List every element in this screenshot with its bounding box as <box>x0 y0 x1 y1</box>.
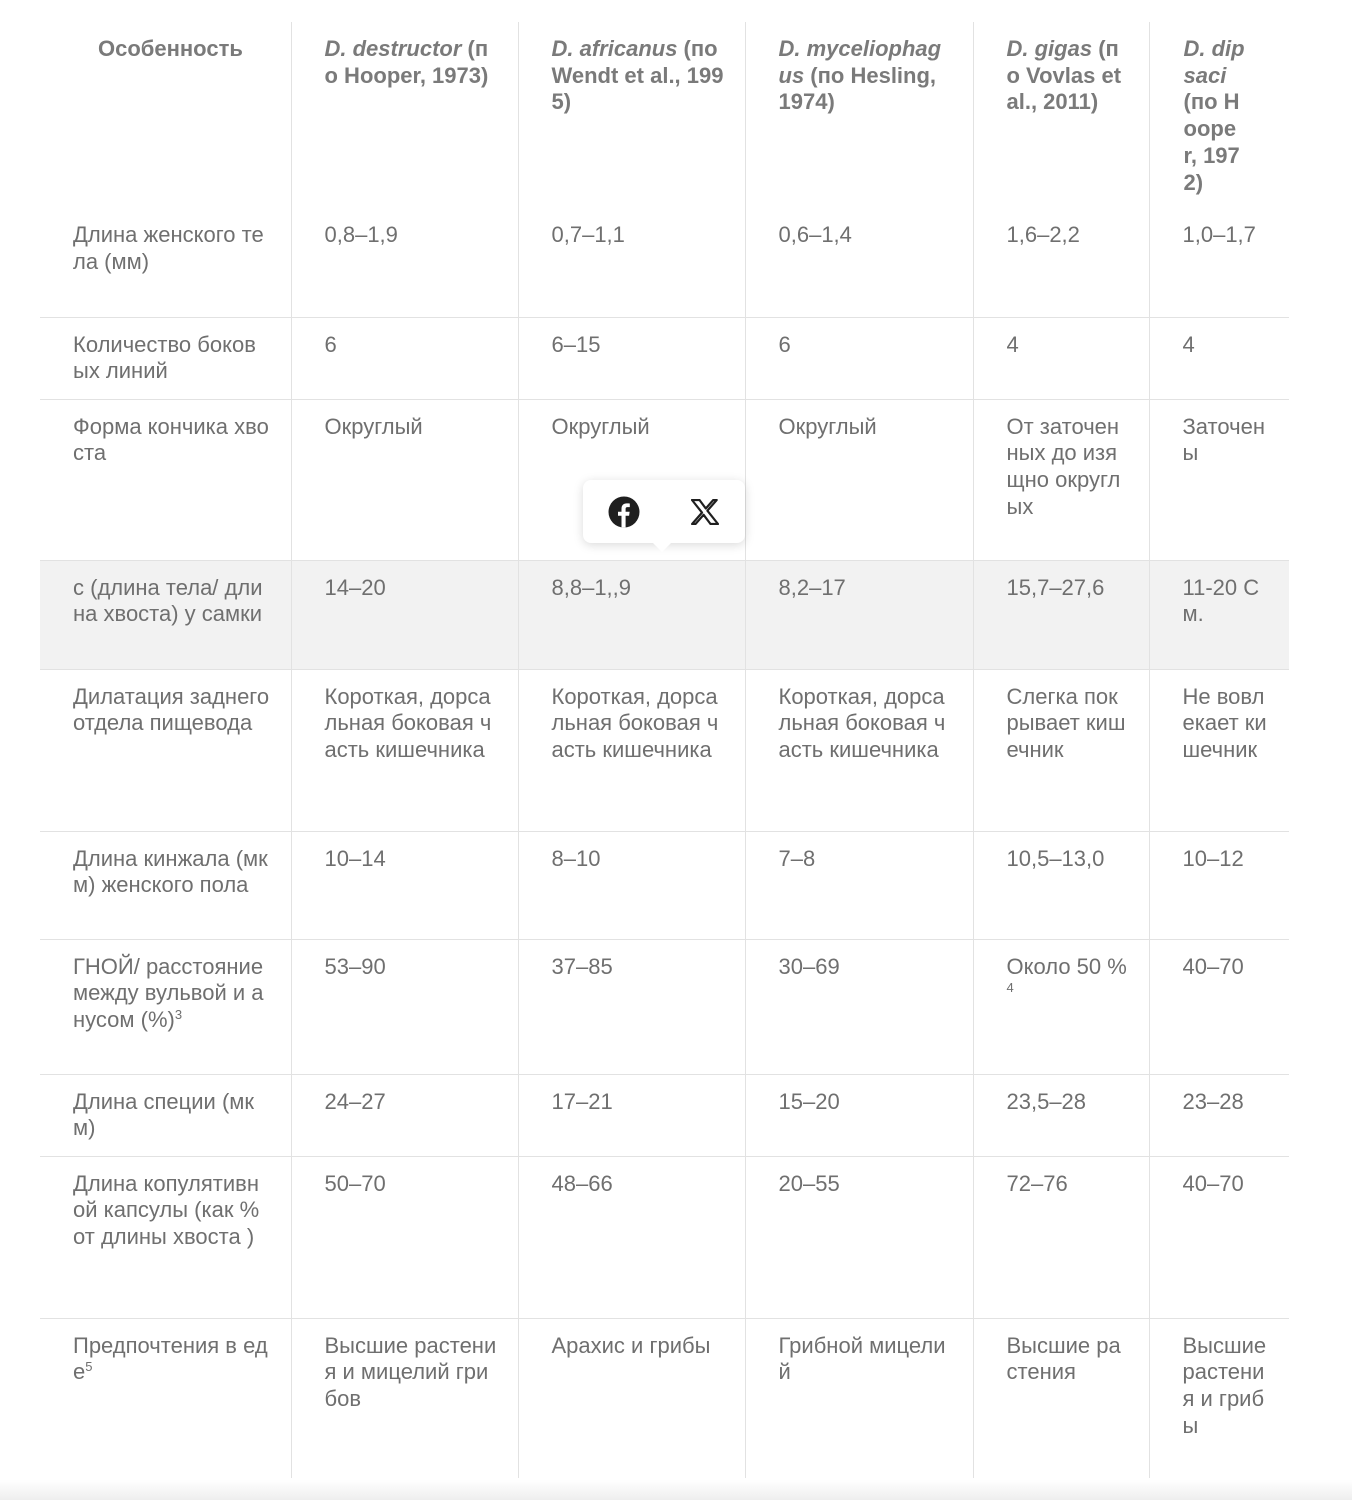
table-cell: Грибной мицелий <box>745 1318 973 1478</box>
table-cell: Округлый <box>291 399 518 560</box>
table-row <box>40 1074 1289 1156</box>
header-species-4: D. gigas (по Vovlas et al., 2011) <box>973 22 1149 208</box>
table-cell: Высшие растения <box>973 1318 1149 1478</box>
table-cell: 37–85 <box>518 939 745 1074</box>
table-cell: 6 <box>745 317 973 399</box>
table-cell: Округлый <box>518 399 745 560</box>
table-cell: От заточенных до изящно округлых <box>973 399 1149 560</box>
row-label: ГНОЙ/ расстояние между вульвой и анусом (%)$^3$ <box>40 939 291 1074</box>
table-cell: 4 <box>1149 317 1289 399</box>
page-bottom-edge <box>0 1480 1352 1500</box>
table-cell: 24–27 <box>291 1074 518 1156</box>
table-cell: 17–21 <box>518 1074 745 1156</box>
header-species-2: D. africanus (по Wendt et al., 1995) <box>518 22 745 208</box>
table-cell: 7–8 <box>745 831 973 939</box>
table-cell: 8,8–1,,9 <box>518 560 745 669</box>
table-cell: 0,6–1,4 <box>745 208 973 317</box>
table-cell: Высшие растения и мицелий грибов <box>291 1318 518 1478</box>
row-label: Длина специи (мкм) <box>40 1074 291 1156</box>
table-cell: 20–55 <box>745 1156 973 1318</box>
x-icon <box>691 499 719 525</box>
table-row-hovered <box>40 560 1289 669</box>
table-cell: 10,5–13,0 <box>973 831 1149 939</box>
table-cell: 6–15 <box>518 317 745 399</box>
table-cell: 48–66 <box>518 1156 745 1318</box>
table-cell: Высшие растения и грибы <box>1149 1318 1289 1478</box>
table-cell: 1,0–1,7 <box>1149 208 1289 317</box>
table-cell: 10–14 <box>291 831 518 939</box>
row-label: Длина женского тела (мм) <box>73 222 264 274</box>
table-row <box>40 1156 1289 1318</box>
table-cell: 40–70 <box>1149 1156 1289 1318</box>
table-cell: Не вовлекает кишечник <box>1149 669 1289 831</box>
row-label: Количество боковых линий <box>40 317 291 399</box>
row-label: Длина кинжала (мкм) женского пола <box>40 831 291 939</box>
table-cell: 10–12 <box>1149 831 1289 939</box>
table-row <box>40 939 1289 1074</box>
row-label: Форма кончика хвоста <box>40 399 291 560</box>
comparison-table-container <box>40 22 1289 1478</box>
footnote-marker: 4 <box>1006 980 1014 996</box>
table-cell: 6 <box>291 317 518 399</box>
table-cell: Короткая, дорсальная боковая часть кишечника <box>291 669 518 831</box>
species-comparison-table <box>40 22 1289 1478</box>
share-facebook-button[interactable] <box>602 490 646 534</box>
footnote-marker: 3 <box>174 1007 183 1023</box>
table-cell: 4 <box>973 317 1149 399</box>
header-feature: Особенность <box>98 36 243 61</box>
row-label: Длина копулятивной капсулы (как % от длины хвоста ) <box>40 1156 291 1318</box>
header-row <box>40 22 1289 208</box>
table-cell: 14–20 <box>291 560 518 669</box>
table-cell: 8–10 <box>518 831 745 939</box>
table-cell: 23,5–28 <box>973 1074 1149 1156</box>
table-cell: 50–70 <box>291 1156 518 1318</box>
table-cell: Короткая, дорсальная боковая часть кишечника <box>745 669 973 831</box>
table-cell: Около 50 %$^4$ <box>973 939 1149 1074</box>
table-cell: 15–20 <box>745 1074 973 1156</box>
table-cell: 72–76 <box>973 1156 1149 1318</box>
table-cell: Слегка покрывает кишечник <box>973 669 1149 831</box>
table-cell: 11-20 См. <box>1149 560 1289 669</box>
table-row <box>40 1318 1289 1478</box>
table-cell: 0,7–1,1 <box>518 208 745 317</box>
table-cell: 30–69 <box>745 939 973 1074</box>
table-cell: 23–28 <box>1149 1074 1289 1156</box>
share-x-button[interactable] <box>683 490 727 534</box>
table-cell: 1,6–2,2 <box>973 208 1149 317</box>
table-cell: 15,7–27,6 <box>973 560 1149 669</box>
table-row <box>40 208 1289 317</box>
table-cell: Заточены <box>1149 399 1289 560</box>
table-cell: 8,2–17 <box>745 560 973 669</box>
footnote-marker: 5 <box>85 1359 93 1375</box>
table-cell: 40–70 <box>1149 939 1289 1074</box>
share-popover <box>583 480 745 543</box>
row-label: Дилатация заднего отдела пищевода <box>40 669 291 831</box>
table-row <box>40 317 1289 399</box>
facebook-icon <box>608 496 640 528</box>
header-species-5: D. dipsaci (по Hooper, 1972) <box>1149 22 1289 208</box>
table-row <box>40 831 1289 939</box>
header-species-3: D. myceliophagus (по Hesling, 1974) <box>745 22 973 208</box>
row-label: с (длина тела/ длина хвоста) у самки <box>40 560 291 669</box>
table-cell: 0,8–1,9 <box>291 208 518 317</box>
table-cell: Короткая, дорсальная боковая часть кишечника <box>518 669 745 831</box>
table-cell: Округлый <box>745 399 973 560</box>
header-species-1: D. destructor (по Hooper, 1973) <box>291 22 518 208</box>
row-label: Предпочтения в еде$^5$ <box>40 1318 291 1478</box>
table-row <box>40 669 1289 831</box>
table-cell: 53–90 <box>291 939 518 1074</box>
table-cell: Арахис и грибы <box>518 1318 745 1478</box>
